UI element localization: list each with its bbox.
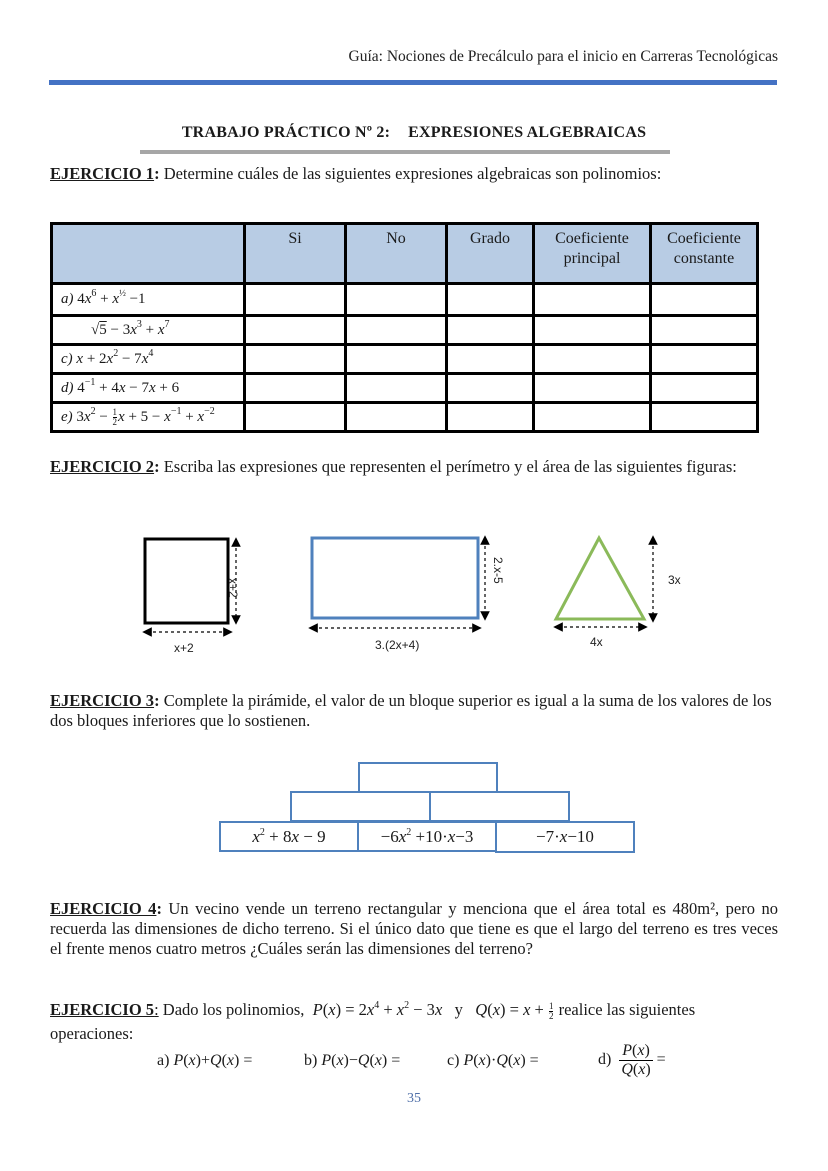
pyramid-middle-block-left[interactable] xyxy=(290,791,431,822)
cell-grado[interactable] xyxy=(447,345,534,374)
cell-coef-constante[interactable] xyxy=(651,284,758,316)
table-header-coef-constante: Coeficiente constante xyxy=(651,224,758,284)
cell-coef-principal[interactable] xyxy=(534,345,651,374)
table-row xyxy=(52,345,758,374)
cell-no[interactable] xyxy=(346,374,447,403)
pyramid-bottom-block-2: $-6x^2 +10\cdot x-3$ xyxy=(357,821,497,852)
table-row xyxy=(52,316,758,345)
table-header-si: Si xyxy=(245,224,346,284)
operation-a: a) P(x)+Q(x) = xyxy=(157,1052,253,1069)
rectangle-figure xyxy=(312,538,485,628)
cell-coef-constante[interactable] xyxy=(651,403,758,432)
rectangle-side-label: 2.x-5 xyxy=(491,557,505,584)
cell-si[interactable] xyxy=(245,345,346,374)
cell-no[interactable] xyxy=(346,316,447,345)
pyramid-bottom-block-1: $x^2 + 8x - 9$ xyxy=(219,821,359,852)
table-header-coef-principal: Coeficiente principal xyxy=(534,224,651,284)
square-side-label: x+2 xyxy=(226,578,240,598)
exercise-4-label: EJERCICIO 4 xyxy=(50,899,157,918)
conjunction: y xyxy=(454,1000,463,1019)
cell-no[interactable] xyxy=(346,284,447,316)
exercise-5-label: EJERCICIO 5 xyxy=(50,1000,155,1019)
table-row xyxy=(52,284,758,316)
exercise-3-statement: EJERCICIO 3: Complete la pirámide, el valor de un bloque superior es igual a la suma de los valores de los dos bloques inferiores que lo sostienen. xyxy=(50,691,772,730)
exercise-3-text: Complete la pirámide, el valor de un bloque superior es igual a la suma de los valores de los dos bloques inferiores que lo sostienen. xyxy=(50,691,772,730)
practice-title-topic: EXPRESIONES ALGEBRAICAS xyxy=(408,124,647,141)
exercise-5-operations xyxy=(0,1042,828,1092)
triangle-figure xyxy=(556,538,653,627)
square-figure xyxy=(145,539,236,632)
exercise-2-label: EJERCICIO 2 xyxy=(50,457,155,476)
cell-si[interactable] xyxy=(245,403,346,432)
document-header-title: Guía: Nociones de Precálculo para el inicio en Carreras Tecnológicas xyxy=(348,48,778,65)
practice-title-number: TRABAJO PRÁCTICO Nº 2: xyxy=(181,124,391,141)
exercise-2-statement: EJERCICIO 2: Escriba las expresiones que representen el perímetro y el área de las siguientes figuras: xyxy=(50,457,737,476)
cell-si[interactable] xyxy=(245,316,346,345)
cell-coef-constante[interactable] xyxy=(651,316,758,345)
table-row xyxy=(52,374,758,403)
exercise-1-text: Determine cuáles de las siguientes expresiones algebraicas son polinomios: xyxy=(159,164,662,183)
table-header-grado: Grado xyxy=(447,224,534,284)
expression-b: $√5 - 3x^3 + x^7$ xyxy=(52,316,245,345)
cell-grado[interactable] xyxy=(447,374,534,403)
cell-grado[interactable] xyxy=(447,403,534,432)
header-rule xyxy=(49,80,777,85)
table-header-no: No xyxy=(346,224,447,284)
exercise-1-statement: EJERCICIO 1: Determine cuáles de las siguientes expresiones algebraicas son polinomios: xyxy=(50,164,662,183)
operation-b: b) P(x)−Q(x) = xyxy=(304,1052,401,1069)
polynomial-table xyxy=(50,222,759,433)
pyramid-bottom-block-3: −7·x−10 xyxy=(495,821,635,853)
triangle-bottom-label: 4x xyxy=(590,635,603,649)
operation-d: d) $\frac{P(x)}{Q(x)}$ = xyxy=(598,1042,666,1078)
exercise-2-text: Escriba las expresiones que representen el perímetro y el área de las siguientes figuras: xyxy=(159,457,737,476)
cell-grado[interactable] xyxy=(447,316,534,345)
cell-no[interactable] xyxy=(346,345,447,374)
exercise-4-text: Un vecino vende un terreno rectangular y menciona que el área total es 480m², pero no recuerda las dimensiones de dicho terreno. Si el único dato que tiene es que el largo del terreno es tres veces el frente menos cuatro metros ¿Cuáles serán las dimensiones del terreno? xyxy=(50,899,778,958)
exercise-5-after: realice las siguientes operaciones: xyxy=(50,1000,696,1043)
polynomial-q: Q xyxy=(475,1000,488,1019)
table-header-row xyxy=(52,224,758,284)
cell-coef-constante[interactable] xyxy=(651,345,758,374)
cell-coef-constante[interactable] xyxy=(651,374,758,403)
title-underline-rule xyxy=(140,150,670,154)
triangle-side-label: 3x xyxy=(668,573,681,587)
cell-coef-principal[interactable] xyxy=(534,374,651,403)
exercise-5-statement: EJERCICIO 5: Dado los polinomios, $P(x) = 2x^4 + x^2 - 3x$ y Q(x) = x + $\frac{1}{2}$ realice las siguientes operaciones: xyxy=(50,1000,696,1043)
page-number: 35 xyxy=(407,1091,421,1106)
operation-c: c) P(x)·Q(x) = xyxy=(447,1052,539,1069)
cell-coef-principal[interactable] xyxy=(534,284,651,316)
expression-e: e) $3x^2$ − $\frac{1}{2}$ $x + 5 - x^{-1} + x^{-2}$ xyxy=(52,403,245,432)
exercise-4-statement: EJERCICIO 4: Un vecino vende un terreno rectangular y menciona que el área total es 480m², pero no recuerda las dimensiones de dicho terreno. Si el único dato que tiene es que el largo del terreno es tres veces el frente menos cuatro metros ¿Cuáles serán las dimensiones del terreno? xyxy=(50,899,778,958)
practice-title xyxy=(0,124,828,142)
pyramid-top-block[interactable] xyxy=(358,762,498,793)
square-bottom-label: x+2 xyxy=(174,641,194,655)
expression-a: a) $4x^6 + x^{\frac{1}{2}} -1$ xyxy=(52,284,245,316)
expression-d: d) $4^{-1} + 4x - 7x + 6$ xyxy=(52,374,245,403)
exercise-1-label: EJERCICIO 1 xyxy=(50,164,155,183)
cell-si[interactable] xyxy=(245,284,346,316)
polynomial-p: P xyxy=(312,1000,323,1019)
cell-no[interactable] xyxy=(346,403,447,432)
rectangle-bottom-label: 3.(2x+4) xyxy=(375,638,420,652)
pyramid-middle-block-right[interactable] xyxy=(429,791,570,822)
cell-grado[interactable] xyxy=(447,284,534,316)
table-row xyxy=(52,403,758,432)
exercise-5-intro: Dado los polinomios, xyxy=(158,1000,305,1019)
exercise-3-label: EJERCICIO 3 xyxy=(50,691,155,710)
expression-c: c) $x + 2x^2 - 7x^4$ xyxy=(52,345,245,374)
table-header-expression xyxy=(52,224,245,284)
cell-coef-principal[interactable] xyxy=(534,316,651,345)
cell-coef-principal[interactable] xyxy=(534,403,651,432)
cell-si[interactable] xyxy=(245,374,346,403)
